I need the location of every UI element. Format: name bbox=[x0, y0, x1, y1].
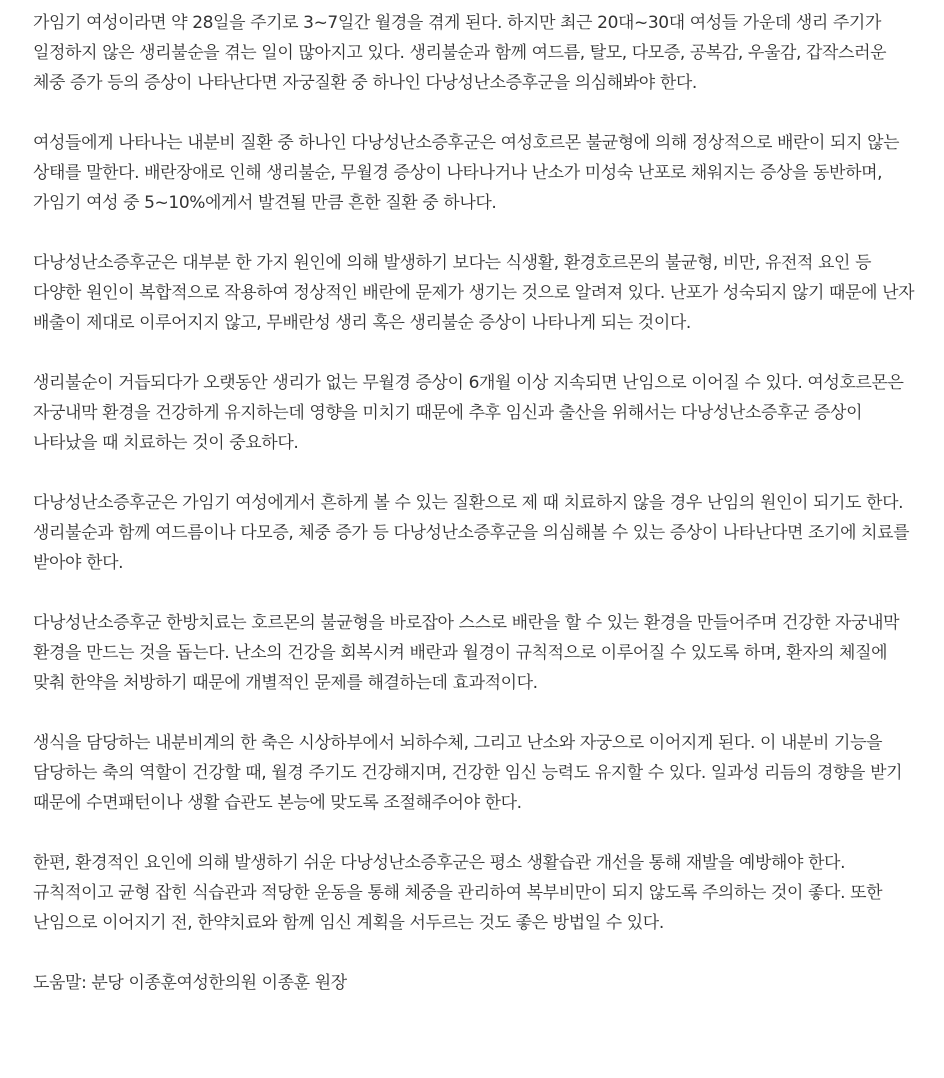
article-paragraph-7: 생식을 담당하는 내분비계의 한 축은 시상하부에서 뇌하수체, 그리고 난소와 자궁으로 이어지게 된다. 이 내분비 기능을 담당하는 축의 역할이 건강할 때, 월경 주기도 건강해지며, 건강한 임신 능력도 유지할 수 있다. 일과성 리듬의 경향을 받기 때문에 수면패턴이나 생활 습관도 본능에 맞도록 조절해주어야 한다. bbox=[33, 733, 903, 813]
article-paragraph-8: 한편, 환경적인 요인에 의해 발생하기 쉬운 다낭성난소증후군은 평소 생활습관 개선을 통해 재발을 예방해야 한다. 규칙적이고 균형 잡힌 식습관과 적당한 운동을 통해 체중을 관리하여 복부비만이 되지 않도록 주의하는 것이 좋다. 또한 난임으로 이어지기 전, 한약치료와 함께 임신 계획을 서두르는 것도 좋은 방법일 수 있다. bbox=[33, 853, 883, 933]
article-paragraph-2: 여성들에게 나타나는 내분비 질환 중 하나인 다낭성난소증후군은 여성호르몬 불균형에 의해 정상적으로 배란이 되지 않는 상태를 말한다. 배란장애로 인해 생리불순, 무월경 증상이 나타나거나 난소가 미성숙 난포로 채워지는 증상을 동반하며, 가임기 여성 중 5~10%에게서 발견될 만큼 흔한 질환 중 하나다. bbox=[33, 133, 900, 213]
article-paragraph-1: 가임기 여성이라면 약 28일을 주기로 3~7일간 월경을 겪게 된다. 하지만 최근 20대~30대 여성들 가운데 생리 주기가 일정하지 않은 생리불순을 겪는 일이 많아지고 있다. 생리불순과 함께 여드름, 탈모, 다모증, 공복감, 우울감, 갑작스러운 체중 증가 등의 증상이 나타난다면 자궁질환 중 하나인 다낭성난소증후군을 의심해봐야 한다. bbox=[33, 13, 887, 93]
article-paragraph-4: 생리불순이 거듭되다가 오랫동안 생리가 없는 무월경 증상이 6개월 이상 지속되면 난임으로 이어질 수 있다. 여성호르몬은 자궁내막 환경을 건강하게 유지하는데 영향을 미치기 때문에 추후 임신과 출산을 위해서는 다낭성난소증후군 증상이 나타났을 때 치료하는 것이 중요하다. bbox=[33, 373, 904, 453]
article-body bbox=[33, 8, 919, 998]
article-paragraph-6: 다낭성난소증후군 한방치료는 호르몬의 불균형을 바로잡아 스스로 배란을 할 수 있는 환경을 만들어주며 건강한 자궁내막 환경을 만드는 것을 돕는다. 난소의 건강을 회복시켜 배란과 월경이 규칙적으로 이루어질 수 있도록 하며, 환자의 체질에 맞춰 한약을 처방하기 때문에 개별적인 문제를 해결하는데 효과적이다. bbox=[33, 613, 900, 693]
article-paragraph-5: 다낭성난소증후군은 가임기 여성에게서 흔하게 볼 수 있는 질환으로 제 때 치료하지 않을 경우 난임의 원인이 되기도 한다. 생리불순과 함께 여드름이나 다모증, 체중 증가 등 다낭성난소증후군을 의심해볼 수 있는 증상이 나타난다면 조기에 치료를 받아야 한다. bbox=[33, 493, 910, 573]
article-paragraph-3: 다낭성난소증후군은 대부분 한 가지 원인에 의해 발생하기 보다는 식생활, 환경호르몬의 불균형, 비만, 유전적 요인 등 다양한 원인이 복합적으로 작용하여 정상적인 배란에 문제가 생기는 것으로 알려져 있다. 난포가 성숙되지 않기 때문에 난자 배출이 제대로 이루어지지 않고, 무배란성 생리 혹은 생리불순 증상이 나타나게 되는 것이다. bbox=[33, 253, 915, 333]
article-credit: 도움말: 분당 이종훈여성한의원 이종훈 원장 bbox=[33, 973, 347, 993]
